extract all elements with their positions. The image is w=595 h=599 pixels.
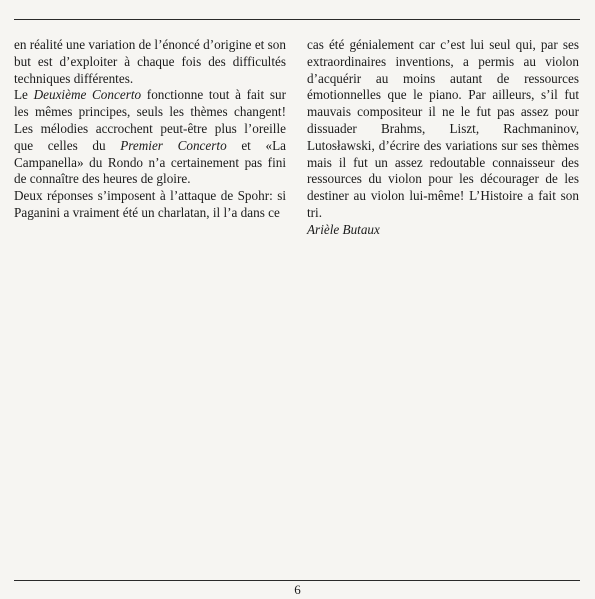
left-paragraph-2-middle: fonctionne tout à fait sur les mêmes principes, seuls les thèmes changent! Les mélodies accrochent peut-être plus l’oreille que celles du (14, 87, 286, 153)
top-rule (14, 19, 580, 20)
left-paragraph-1: en réalité une variation de l’énoncé d’origine et son but est d’exploiter à chaque fois des difficultés techniques différentes. (14, 37, 286, 86)
bottom-rule (14, 580, 580, 581)
left-paragraph-3: Deux réponses s’imposent à l’attaque de Spohr: si Paganini a vraiment été un charlatan, il l’a dans ce (14, 188, 286, 220)
left-paragraph-2 (14, 87, 286, 188)
left-paragraph-2-end: et «La Campanella» du Rondo n’a certainement pas fini de connaître des heures de gloire. (14, 137, 286, 187)
work-title-deuxieme-concerto: Deuxième Concerto (33, 87, 142, 103)
right-paragraph-1: cas été génialement car c’est lui seul qui, par ses extraordinaires inventions, a permis au violon d’acquérir au moins autant de ressources émotionnelles que le piano. Par ailleurs, s’il fut mauvais compositeur il ne le fut pas assez pour dissuader Brahms, Liszt, Rachmaninov, Lutosławski, d’écrire des variations sur ses thèmes mais il fut un assez redoutable connaisseur des ressources du violon pour les décourager de les destiner au violon lui-même! L’Histoire a fait son tri. (307, 37, 579, 220)
page-number: 6 (294, 582, 301, 597)
left-column (14, 37, 286, 222)
author-signature: Arièle Butaux (307, 221, 380, 237)
right-column (307, 37, 579, 239)
work-title-premier-concerto: Premier Concerto (120, 137, 227, 153)
left-paragraph-2-start: Le (14, 87, 34, 103)
